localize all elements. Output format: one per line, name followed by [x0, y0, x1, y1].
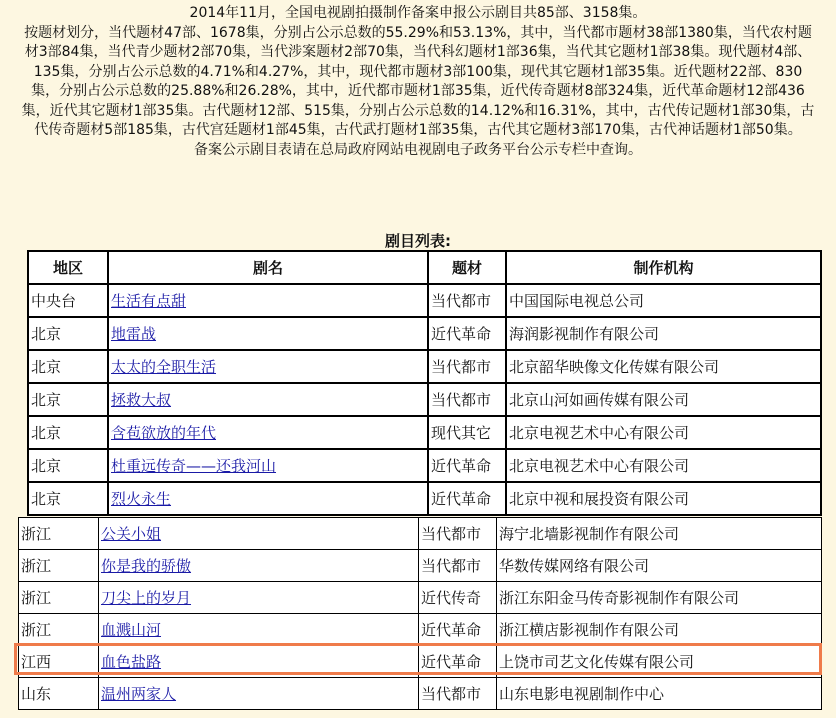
drama-title-link[interactable]: 公关小姐 [101, 525, 162, 543]
cell-producer [497, 518, 822, 550]
cell-region [19, 582, 99, 614]
list-title: 剧目列表: [385, 232, 451, 250]
cell-title [99, 614, 419, 646]
drama-table-2 [18, 517, 822, 710]
cell-region [28, 284, 108, 317]
cell-genre [419, 582, 497, 614]
table-row [28, 416, 821, 449]
cell-title [108, 383, 428, 416]
table-row [19, 678, 822, 710]
drama-title-link[interactable]: 含苞欲放的年代 [111, 424, 217, 442]
cell-title [99, 550, 419, 582]
drama-title-link[interactable]: 温州两家人 [101, 685, 177, 703]
cell-genre [419, 550, 497, 582]
drama-title-link[interactable]: 太太的全职生活 [111, 358, 217, 376]
cell-producer [506, 416, 821, 449]
cell-region [28, 482, 108, 515]
cell-producer [497, 646, 822, 678]
table-row [28, 317, 821, 350]
cell-producer [506, 482, 821, 515]
cell-genre [419, 518, 497, 550]
intro-line1: 2014年11月，全国电视剧拍摄制作备案申报公示剧目共85部、3158集。 [189, 5, 647, 21]
drama-title-link[interactable]: 烈火永生 [111, 490, 172, 508]
cell-producer [506, 317, 821, 350]
cell-producer [506, 383, 821, 416]
drama-title-link[interactable]: 刀尖上的岁月 [101, 589, 192, 607]
cell-producer [506, 449, 821, 482]
table-row [28, 350, 821, 383]
drama-title-link[interactable]: 地雷战 [111, 325, 157, 343]
table-row [28, 482, 821, 515]
cell-genre-text: 当代都市 [431, 391, 492, 409]
intro-text [20, 4, 816, 160]
cell-producer-text: 北京山河如画传媒有限公司 [509, 391, 690, 409]
cell-region [19, 646, 99, 678]
header-genre: 题材 [428, 251, 506, 284]
table-row [19, 582, 822, 614]
cell-genre [428, 482, 506, 515]
header-region: 地区 [28, 251, 108, 284]
cell-genre [419, 646, 497, 678]
drama-title-link[interactable]: 生活有点甜 [111, 292, 187, 310]
cell-title [108, 449, 428, 482]
cell-genre-text: 近代革命 [431, 325, 492, 343]
cell-genre-text: 近代革命 [431, 490, 492, 508]
table-row [28, 449, 821, 482]
cell-genre-text: 现代其它 [431, 424, 492, 442]
cell-genre-text: 近代传奇 [421, 589, 482, 607]
cell-region [28, 317, 108, 350]
drama-table-1 [27, 250, 822, 516]
drama-title-link[interactable]: 血色盐路 [101, 653, 162, 671]
cell-region-text: 江西 [21, 653, 52, 671]
cell-genre-text: 当代都市 [421, 685, 482, 703]
cell-producer [497, 678, 822, 710]
cell-producer-text: 北京电视艺术中心有限公司 [509, 457, 690, 475]
cell-genre [428, 416, 506, 449]
cell-producer-text: 浙江东阳金马传奇影视制作有限公司 [499, 589, 740, 607]
intro-paragraph: 按题材划分，当代题材47部、1678集，分别占公示总数的55.29%和53.13%，其中，当代都市题材38部1380集，当代农村题材3部84集，当代青少题材2部70集，当代涉案题材2部70集，当代科幻题材1部36集，当代其它题材1部38集。现代题材4部、135集，分别占公示总数的4.71%和4.27%，其中，现代都市题材3部100集，现代其它题材1部35集。近代题材22部、830集，分别占公示总数的25.88%和26.28%，其中，近代都市题材1部35集，近代传奇题材8部324集，近代革命题材12部436集，近代其它题材1部35集。古代题材12部、515集，分别占公示总数的14.12%和16.31%，其中，古代传记题材1部30集，古代传奇题材5部185集，古代宫廷题材1部45集，古代武打题材1部35集，古代其它题材3部170集，古代神话题材1部50集。 [21, 24, 815, 138]
cell-producer-text: 北京中视和展投资有限公司 [509, 490, 690, 508]
cell-genre [419, 614, 497, 646]
drama-title-link[interactable]: 拯救大叔 [111, 391, 172, 409]
drama-title-link[interactable]: 血溅山河 [101, 621, 162, 639]
cell-region [19, 614, 99, 646]
cell-region-text: 浙江 [21, 525, 52, 543]
cell-region-text: 浙江 [21, 621, 52, 639]
cell-producer [497, 550, 822, 582]
cell-producer [497, 582, 822, 614]
cell-region-text: 北京 [31, 490, 62, 508]
table-row [19, 550, 822, 582]
cell-title [99, 582, 419, 614]
cell-genre [428, 317, 506, 350]
cell-region [19, 678, 99, 710]
cell-region [28, 449, 108, 482]
table-row [28, 383, 821, 416]
cell-region-text: 北京 [31, 424, 62, 442]
cell-genre [428, 449, 506, 482]
cell-genre-text: 当代都市 [431, 358, 492, 376]
cell-region [28, 383, 108, 416]
cell-genre-text: 当代都市 [421, 525, 482, 543]
cell-title [108, 350, 428, 383]
cell-genre [419, 678, 497, 710]
cell-title [108, 317, 428, 350]
table-row [19, 614, 822, 646]
drama-title-link[interactable]: 你是我的骄傲 [101, 557, 192, 575]
table-row [28, 284, 821, 317]
cell-region-text: 北京 [31, 391, 62, 409]
cell-region-text: 北京 [31, 457, 62, 475]
cell-producer-text: 北京韶华映像文化传媒有限公司 [509, 358, 720, 376]
cell-title [99, 646, 419, 678]
cell-region-text: 山东 [21, 685, 52, 703]
cell-producer-text: 海润影视制作有限公司 [509, 325, 660, 343]
cell-producer-text: 海宁北墙影视制作有限公司 [499, 525, 680, 543]
cell-genre-text: 当代都市 [421, 557, 482, 575]
cell-genre-text: 近代革命 [421, 621, 482, 639]
cell-region-text: 北京 [31, 325, 62, 343]
cell-producer [497, 614, 822, 646]
cell-producer-text: 中国国际电视总公司 [509, 292, 645, 310]
cell-producer-text: 上饶市司艺文化传媒有限公司 [499, 653, 695, 671]
cell-title [108, 416, 428, 449]
cell-genre-text: 近代革命 [421, 653, 482, 671]
cell-title [99, 678, 419, 710]
table-header-row [28, 251, 821, 284]
cell-producer-text: 山东电影电视剧制作中心 [499, 685, 665, 703]
cell-region-text: 浙江 [21, 557, 52, 575]
cell-producer [506, 284, 821, 317]
cell-genre [428, 284, 506, 317]
cell-producer [506, 350, 821, 383]
cell-region [19, 518, 99, 550]
cell-producer-text: 浙江横店影视制作有限公司 [499, 621, 680, 639]
table-row [19, 518, 822, 550]
cell-region [28, 350, 108, 383]
cell-title [108, 482, 428, 515]
cell-producer-text: 华数传媒网络有限公司 [499, 557, 650, 575]
cell-region-text: 北京 [31, 358, 62, 376]
cell-genre [428, 383, 506, 416]
header-title: 剧名 [108, 251, 428, 284]
table-row [19, 646, 822, 678]
cell-producer-text: 北京电视艺术中心有限公司 [509, 424, 690, 442]
cell-region-text: 浙江 [21, 589, 52, 607]
drama-title-link[interactable]: 杜重远传奇——还我河山 [111, 457, 277, 475]
cell-genre-text: 当代都市 [431, 292, 492, 310]
cell-region [19, 550, 99, 582]
cell-region [28, 416, 108, 449]
header-producer: 制作机构 [506, 251, 821, 284]
intro-line-last: 备案公示剧目表请在总局政府网站电视剧电子政务平台公示专栏中查询。 [194, 141, 642, 158]
cell-title [99, 518, 419, 550]
cell-title [108, 284, 428, 317]
cell-genre-text: 近代革命 [431, 457, 492, 475]
cell-region-text: 中央台 [31, 292, 77, 310]
cell-genre [428, 350, 506, 383]
